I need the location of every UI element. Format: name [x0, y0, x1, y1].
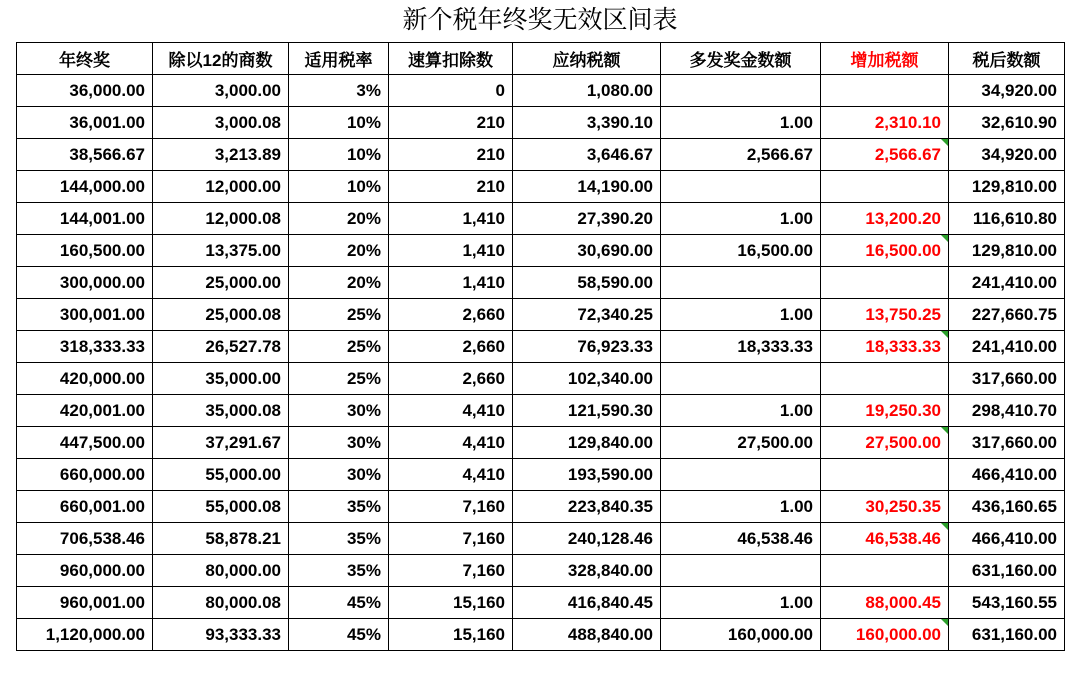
cell-after-tax-amount: 543,160.55: [949, 587, 1065, 619]
cell-quotient-div-12: 80,000.00: [153, 555, 289, 587]
cell-tax-payable: 129,840.00: [513, 427, 661, 459]
cell-annual-bonus: 144,001.00: [17, 203, 153, 235]
cell-tax-payable: 416,840.45: [513, 587, 661, 619]
cell-quotient-div-12: 12,000.08: [153, 203, 289, 235]
table-header-row: [17, 43, 1065, 75]
cell-extra-bonus-amount: 27,500.00: [661, 427, 821, 459]
cell-quick-deduction: 1,410: [389, 235, 513, 267]
cell-quick-deduction: 15,160: [389, 587, 513, 619]
cell-extra-bonus-amount: 1.00: [661, 587, 821, 619]
cell-annual-bonus: 300,001.00: [17, 299, 153, 331]
cell-quotient-div-12: 37,291.67: [153, 427, 289, 459]
cell-tax-payable: 27,390.20: [513, 203, 661, 235]
table-row: [17, 299, 1065, 331]
table-row: [17, 203, 1065, 235]
table-row: [17, 587, 1065, 619]
cell-after-tax-amount: 129,810.00: [949, 235, 1065, 267]
cell-tax-payable: 3,390.10: [513, 107, 661, 139]
cell-tax-payable: 30,690.00: [513, 235, 661, 267]
cell-annual-bonus: 36,001.00: [17, 107, 153, 139]
cell-extra-bonus-amount: [661, 555, 821, 587]
cell-quotient-div-12: 3,000.08: [153, 107, 289, 139]
table-row: [17, 139, 1065, 171]
cell-tax-rate: 30%: [289, 459, 389, 491]
cell-extra-bonus-amount: 46,538.46: [661, 523, 821, 555]
cell-increased-tax: [821, 363, 949, 395]
table-row: [17, 619, 1065, 651]
cell-increased-tax: 18,333.33: [821, 331, 949, 363]
column-header-quotient-div-12: 除以12的商数: [153, 43, 289, 75]
table-row: [17, 235, 1065, 267]
cell-tax-rate: 25%: [289, 299, 389, 331]
table-body: [17, 75, 1065, 651]
cell-quotient-div-12: 35,000.08: [153, 395, 289, 427]
cell-tax-rate: 45%: [289, 619, 389, 651]
cell-annual-bonus: 660,000.00: [17, 459, 153, 491]
cell-extra-bonus-amount: 16,500.00: [661, 235, 821, 267]
cell-increased-tax: [821, 75, 949, 107]
cell-annual-bonus: 960,000.00: [17, 555, 153, 587]
cell-tax-payable: 328,840.00: [513, 555, 661, 587]
cell-increased-tax: [821, 459, 949, 491]
cell-after-tax-amount: 631,160.00: [949, 619, 1065, 651]
cell-tax-rate: 10%: [289, 139, 389, 171]
table-row: [17, 491, 1065, 523]
cell-quick-deduction: 2,660: [389, 363, 513, 395]
cell-increased-tax: 13,200.20: [821, 203, 949, 235]
cell-quick-deduction: 2,660: [389, 331, 513, 363]
table-row: [17, 523, 1065, 555]
cell-tax-payable: 488,840.00: [513, 619, 661, 651]
cell-quick-deduction: 0: [389, 75, 513, 107]
cell-increased-tax: 88,000.45: [821, 587, 949, 619]
cell-quick-deduction: 15,160: [389, 619, 513, 651]
table-row: [17, 75, 1065, 107]
cell-quick-deduction: 1,410: [389, 203, 513, 235]
cell-tax-payable: 223,840.35: [513, 491, 661, 523]
cell-increased-tax: [821, 267, 949, 299]
cell-annual-bonus: 38,566.67: [17, 139, 153, 171]
table-row: [17, 267, 1065, 299]
cell-tax-rate: 30%: [289, 395, 389, 427]
table-row: [17, 427, 1065, 459]
cell-after-tax-amount: 129,810.00: [949, 171, 1065, 203]
cell-increased-tax: 13,750.25: [821, 299, 949, 331]
cell-tax-rate: 25%: [289, 331, 389, 363]
cell-tax-payable: 240,128.46: [513, 523, 661, 555]
cell-after-tax-amount: 241,410.00: [949, 267, 1065, 299]
tax-bracket-table: [16, 42, 1065, 651]
cell-tax-payable: 3,646.67: [513, 139, 661, 171]
cell-after-tax-amount: 466,410.00: [949, 523, 1065, 555]
cell-annual-bonus: 960,001.00: [17, 587, 153, 619]
cell-annual-bonus: 706,538.46: [17, 523, 153, 555]
cell-quick-deduction: 2,660: [389, 299, 513, 331]
cell-extra-bonus-amount: 1.00: [661, 395, 821, 427]
column-header-annual-bonus: 年终奖: [17, 43, 153, 75]
cell-extra-bonus-amount: 2,566.67: [661, 139, 821, 171]
cell-increased-tax: [821, 555, 949, 587]
cell-extra-bonus-amount: [661, 171, 821, 203]
cell-tax-rate: 3%: [289, 75, 389, 107]
cell-after-tax-amount: 631,160.00: [949, 555, 1065, 587]
cell-tax-rate: 35%: [289, 523, 389, 555]
cell-after-tax-amount: 34,920.00: [949, 139, 1065, 171]
cell-tax-rate: 45%: [289, 587, 389, 619]
cell-quotient-div-12: 80,000.08: [153, 587, 289, 619]
cell-extra-bonus-amount: 1.00: [661, 299, 821, 331]
cell-extra-bonus-amount: [661, 459, 821, 491]
cell-increased-tax: 46,538.46: [821, 523, 949, 555]
cell-after-tax-amount: 317,660.00: [949, 427, 1065, 459]
cell-increased-tax: 30,250.35: [821, 491, 949, 523]
cell-tax-rate: 20%: [289, 203, 389, 235]
cell-quick-deduction: 4,410: [389, 427, 513, 459]
cell-after-tax-amount: 317,660.00: [949, 363, 1065, 395]
table-row: [17, 363, 1065, 395]
cell-quotient-div-12: 3,213.89: [153, 139, 289, 171]
cell-annual-bonus: 318,333.33: [17, 331, 153, 363]
cell-after-tax-amount: 436,160.65: [949, 491, 1065, 523]
cell-quick-deduction: 7,160: [389, 491, 513, 523]
cell-extra-bonus-amount: 18,333.33: [661, 331, 821, 363]
cell-tax-payable: 121,590.30: [513, 395, 661, 427]
cell-tax-payable: 14,190.00: [513, 171, 661, 203]
cell-increased-tax: 2,566.67: [821, 139, 949, 171]
cell-quotient-div-12: 25,000.00: [153, 267, 289, 299]
column-header-tax-rate: 适用税率: [289, 43, 389, 75]
cell-tax-payable: 1,080.00: [513, 75, 661, 107]
cell-tax-payable: 72,340.25: [513, 299, 661, 331]
cell-quick-deduction: 1,410: [389, 267, 513, 299]
cell-quotient-div-12: 13,375.00: [153, 235, 289, 267]
cell-quick-deduction: 7,160: [389, 523, 513, 555]
cell-increased-tax: 2,310.10: [821, 107, 949, 139]
cell-quick-deduction: 7,160: [389, 555, 513, 587]
cell-quotient-div-12: 35,000.00: [153, 363, 289, 395]
cell-annual-bonus: 160,500.00: [17, 235, 153, 267]
cell-quick-deduction: 210: [389, 139, 513, 171]
cell-tax-rate: 25%: [289, 363, 389, 395]
column-header-tax-payable: 应纳税额: [513, 43, 661, 75]
cell-increased-tax: [821, 171, 949, 203]
cell-increased-tax: 16,500.00: [821, 235, 949, 267]
cell-quick-deduction: 210: [389, 107, 513, 139]
cell-increased-tax: 19,250.30: [821, 395, 949, 427]
cell-annual-bonus: 660,001.00: [17, 491, 153, 523]
cell-extra-bonus-amount: [661, 75, 821, 107]
table-row: [17, 171, 1065, 203]
cell-annual-bonus: 36,000.00: [17, 75, 153, 107]
table-row: [17, 331, 1065, 363]
cell-tax-rate: 35%: [289, 555, 389, 587]
cell-extra-bonus-amount: 1.00: [661, 107, 821, 139]
cell-quick-deduction: 4,410: [389, 459, 513, 491]
cell-tax-rate: 35%: [289, 491, 389, 523]
column-header-extra-bonus-amount: 多发奖金数额: [661, 43, 821, 75]
cell-tax-rate: 10%: [289, 171, 389, 203]
cell-annual-bonus: 447,500.00: [17, 427, 153, 459]
cell-tax-payable: 76,923.33: [513, 331, 661, 363]
cell-tax-payable: 102,340.00: [513, 363, 661, 395]
cell-quotient-div-12: 12,000.00: [153, 171, 289, 203]
cell-quotient-div-12: 26,527.78: [153, 331, 289, 363]
cell-increased-tax: 160,000.00: [821, 619, 949, 651]
cell-quotient-div-12: 25,000.08: [153, 299, 289, 331]
cell-extra-bonus-amount: 1.00: [661, 203, 821, 235]
cell-quotient-div-12: 58,878.21: [153, 523, 289, 555]
cell-after-tax-amount: 241,410.00: [949, 331, 1065, 363]
cell-tax-rate: 30%: [289, 427, 389, 459]
cell-after-tax-amount: 32,610.90: [949, 107, 1065, 139]
cell-annual-bonus: 420,000.00: [17, 363, 153, 395]
cell-extra-bonus-amount: [661, 267, 821, 299]
table-row: [17, 459, 1065, 491]
cell-tax-payable: 58,590.00: [513, 267, 661, 299]
cell-tax-payable: 193,590.00: [513, 459, 661, 491]
cell-extra-bonus-amount: 1.00: [661, 491, 821, 523]
column-header-increased-tax: 增加税额: [821, 43, 949, 75]
cell-annual-bonus: 420,001.00: [17, 395, 153, 427]
table-row: [17, 555, 1065, 587]
cell-quotient-div-12: 55,000.00: [153, 459, 289, 491]
cell-tax-rate: 20%: [289, 267, 389, 299]
cell-tax-rate: 20%: [289, 235, 389, 267]
cell-annual-bonus: 1,120,000.00: [17, 619, 153, 651]
column-header-after-tax-amount: 税后数额: [949, 43, 1065, 75]
cell-annual-bonus: 300,000.00: [17, 267, 153, 299]
page-title: 新个税年终奖无效区间表: [402, 7, 678, 34]
cell-quick-deduction: 4,410: [389, 395, 513, 427]
table-row: [17, 395, 1065, 427]
column-header-quick-deduction: 速算扣除数: [389, 43, 513, 75]
cell-quotient-div-12: 3,000.00: [153, 75, 289, 107]
table-row: [17, 107, 1065, 139]
cell-quotient-div-12: 93,333.33: [153, 619, 289, 651]
cell-quick-deduction: 210: [389, 171, 513, 203]
cell-quotient-div-12: 55,000.08: [153, 491, 289, 523]
cell-after-tax-amount: 466,410.00: [949, 459, 1065, 491]
cell-after-tax-amount: 298,410.70: [949, 395, 1065, 427]
cell-after-tax-amount: 116,610.80: [949, 203, 1065, 235]
cell-increased-tax: 27,500.00: [821, 427, 949, 459]
cell-tax-rate: 10%: [289, 107, 389, 139]
cell-after-tax-amount: 227,660.75: [949, 299, 1065, 331]
cell-annual-bonus: 144,000.00: [17, 171, 153, 203]
cell-extra-bonus-amount: 160,000.00: [661, 619, 821, 651]
cell-after-tax-amount: 34,920.00: [949, 75, 1065, 107]
cell-extra-bonus-amount: [661, 363, 821, 395]
